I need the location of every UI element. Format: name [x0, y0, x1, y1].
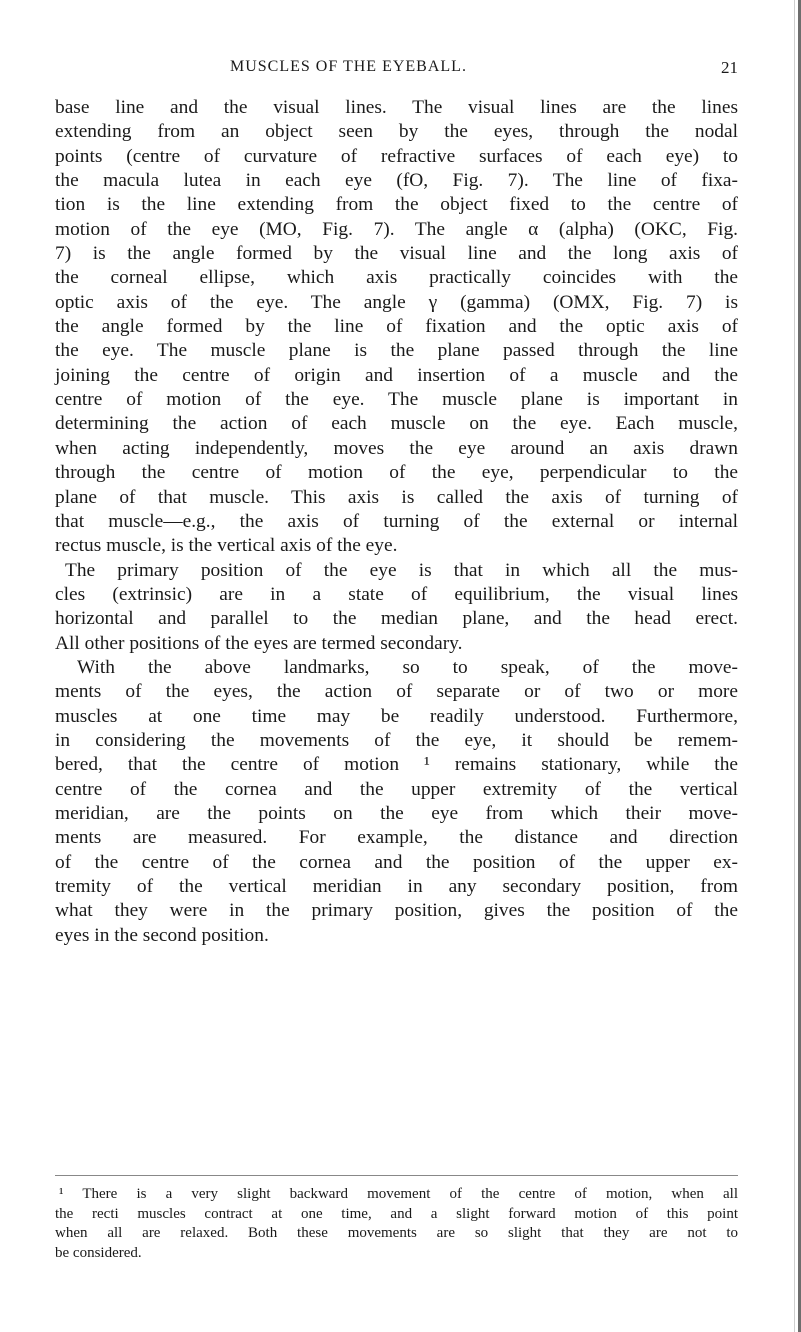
text-line: in considering the movements of the eye, it should be remem-	[55, 729, 738, 751]
text-line: With the above landmarks, so to speak, of the move-	[77, 656, 738, 678]
page-number: 21	[721, 58, 738, 77]
footnote-line: ¹ There is a very slight backward movement of the centre of motion, when all	[59, 1186, 738, 1202]
text-line: points (centre of curvature of refractive surfaces of each eye) to	[55, 145, 738, 167]
text-line: eyes in the second position.	[55, 924, 269, 946]
text-line: joining the centre of origin and insertion of a muscle and the	[55, 364, 738, 386]
page-edge-shadow	[794, 0, 795, 1332]
text-line: extending from an object seen by the eyes, through the nodal	[55, 121, 738, 143]
footnote-line: be considered.	[55, 1244, 142, 1261]
text-line: centre of motion of the eye. The muscle plane is important in	[55, 389, 738, 411]
text-line: the eye. The muscle plane is the plane passed through the line	[55, 340, 738, 362]
text-line: optic axis of the eye. The angle γ (gamma) (OMX, Fig. 7) is	[55, 291, 738, 313]
text-line: ments of the eyes, the action of separate or of two or more	[55, 681, 738, 703]
text-line: when acting independently, moves the eye around an axis drawn	[55, 437, 738, 459]
text-line: that muscle—e.g., the axis of turning of the external or internal	[55, 510, 738, 532]
text-line: All other positions of the eyes are termed secondary.	[55, 632, 463, 654]
text-line: The primary position of the eye is that in which all the mus-	[65, 559, 738, 581]
text-line: bered, that the centre of motion ¹ remains stationary, while the	[55, 754, 738, 776]
text-line: 7) is the angle formed by the visual line and the long axis of	[55, 243, 738, 265]
text-line: what they were in the primary position, gives the position of the	[55, 900, 738, 922]
text-line: of the centre of the cornea and the position of the upper ex-	[55, 851, 738, 873]
text-line: muscles at one time may be readily understood. Furthermore,	[55, 705, 738, 727]
running-title: MUSCLES OF THE EYEBALL.	[230, 58, 467, 75]
text-line: base line and the visual lines. The visual lines are the lines	[55, 97, 738, 118]
running-header	[55, 58, 738, 80]
footnote-divider	[55, 1175, 738, 1176]
text-line: the corneal ellipse, which axis practically coincides with the	[55, 267, 738, 289]
text-line: motion of the eye (MO, Fig. 7). The angle α (alpha) (OKC, Fig.	[55, 218, 738, 240]
text-line: determining the action of each muscle on the eye. Each muscle,	[55, 413, 738, 435]
text-line: cles (extrinsic) are in a state of equilibrium, the visual lines	[55, 583, 738, 605]
text-line: meridian, are the points on the eye from which their move-	[55, 802, 738, 824]
text-line: plane of that muscle. This axis is called the axis of turning of	[55, 486, 738, 508]
footnote-line: the recti muscles contract at one time, and a slight forward motion of this point	[55, 1205, 738, 1222]
text-line: the macula lutea in each eye (fO, Fig. 7). The line of fixa-	[55, 170, 738, 192]
text-line: tion is the line extending from the object fixed to the centre of	[55, 194, 738, 216]
text-line: the angle formed by the line of fixation and the optic axis of	[55, 316, 738, 338]
text-line: centre of the cornea and the upper extremity of the vertical	[55, 778, 738, 800]
text-line: rectus muscle, is the vertical axis of the eye.	[55, 535, 398, 557]
body-text	[55, 96, 738, 948]
text-line: ments are measured. For example, the distance and direction	[55, 827, 738, 849]
text-line: tremity of the vertical meridian in any secondary position, from	[55, 876, 738, 897]
footnote-line: when all are relaxed. Both these movements are so slight that they are not to	[55, 1225, 738, 1241]
footnotes	[55, 1185, 738, 1263]
text-line: through the centre of motion of the eye, perpendicular to the	[55, 462, 738, 484]
text-line: horizontal and parallel to the median plane, and the head erect.	[55, 608, 738, 630]
